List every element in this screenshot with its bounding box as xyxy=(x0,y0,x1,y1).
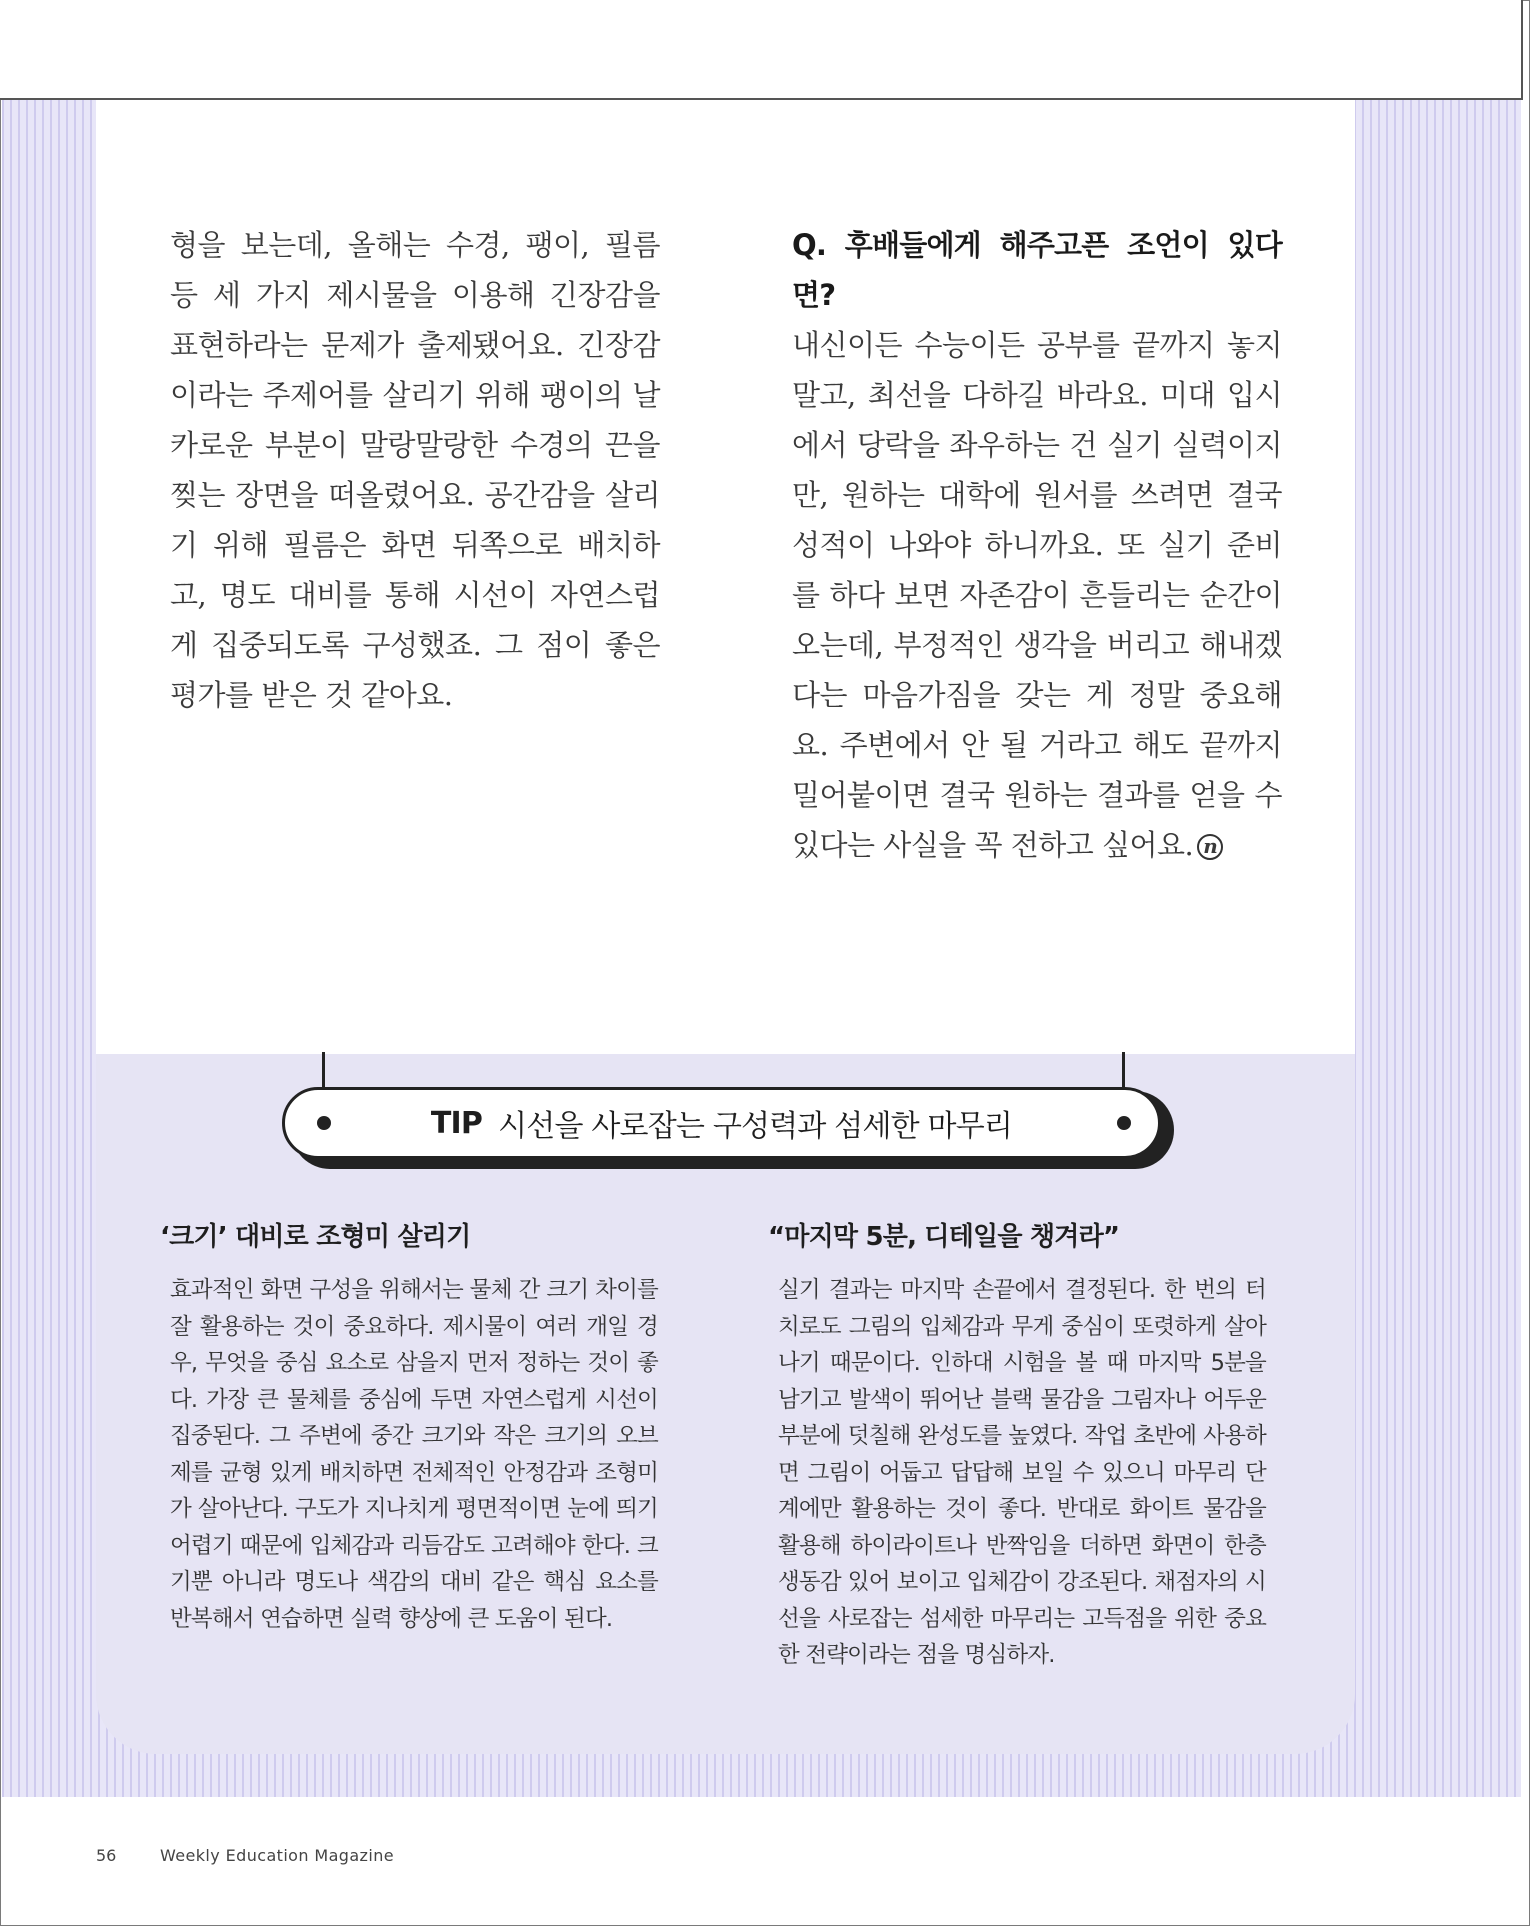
end-mark-icon: n xyxy=(1197,834,1223,860)
tip-left-body: 효과적인 화면 구성을 위해서는 물체 간 크기 차이를 잘 활용하는 것이 중요하다. 제시물이 여러 개일 경우, 무엇을 중심 요소로 삼을지 먼저 정하는 것이 좋다. 가장 큰 물체를 중심에 두면 자연스럽게 시선이 집중된다. 그 주변에 중간 크기와 작은 크기의 오브제를 균형 있게 배치하면 전체적인 안정감과 조형미가 살아난다. 구도가 지나치게 평면적이면 눈에 띄기 어렵기 때문에 입체감과 리듬감도 고려해야 한다. 크기뿐 아니라 명도나 색감의 대비 같은 핵심 요소를 반복해서 연습하면 실력 향상에 큰 도움이 된다. xyxy=(170,1277,658,1632)
top-margin xyxy=(0,0,1523,100)
magazine-name: Weekly Education Magazine xyxy=(160,1846,394,1865)
answer-text: 내신이든 수능이든 공부를 끝까지 놓지 말고, 최선을 다하길 바라요. 미대 입시에서 당락을 좌우하는 건 실기 실력이지만, 원하는 대학에 원서를 쓰려면 결국 성적이 나와야 하니까요. 또 실기 준비를 하다 보면 자존감이 흔들리는 순간이 오는데, 부정적인 생각을 버리고 해내겠다는 마음가짐을 갖는 게 정말 중요해요. 주변에서 안 될 거라고 해도 끝까지 밀어붙이면 결국 원하는 결과를 얻을 수 있다는 사실을 꼭 전하고 싶어요. xyxy=(792,328,1282,862)
tip-title: 시선을 사로잡는 구성력과 섬세한 마무리 xyxy=(498,1109,1013,1144)
right-column xyxy=(792,220,1282,870)
banner-dot-left xyxy=(317,1116,331,1130)
answer-paragraph xyxy=(792,320,1282,870)
tip-right-heading: “마지막 5분, 디테일을 챙겨라” xyxy=(768,1222,1120,1252)
tip-label: TIP xyxy=(430,1105,483,1141)
tip-right-body: 실기 결과는 마지막 손끝에서 결정된다. 한 번의 터치로도 그림의 입체감과 무게 중심이 또렷하게 살아나기 때문이다. 인하대 시험을 볼 때 마지막 5분을 남기고 발색이 뛰어난 블랙 물감을 그림자나 어두운 부분에 덧칠해 완성도를 높였다. 작업 초반에 사용하면 그림이 어둡고 답답해 보일 수 있으니 마무리 단계에만 활용하는 것이 좋다. 반대로 화이트 물감을 활용해 하이라이트나 반짝임을 더하면 화면이 한층 생동감 있어 보이고 입체감이 강조된다. 채점자의 시선을 사로잡는 섬세한 마무리는 고득점을 위한 중요한 전략이라는 점을 명심하자. xyxy=(778,1277,1266,1668)
page-number: 56 xyxy=(96,1846,117,1865)
tip-banner xyxy=(282,1087,1161,1159)
banner-dot-right xyxy=(1117,1116,1131,1130)
tip-left-heading: ‘크기’ 대비로 조형미 살리기 xyxy=(160,1222,471,1252)
question-heading: Q. 후배들에게 해주고픈 조언이 있다면? xyxy=(792,228,1282,312)
left-column-paragraph: 형을 보는데, 올해는 수경, 팽이, 필름 등 세 가지 제시물을 이용해 긴장감을 표현하라는 문제가 출제됐어요. 긴장감이라는 주제어를 살리기 위해 팽이의 날카로운 부분이 말랑말랑한 수경의 끈을 찢는 장면을 떠올렸어요. 공간감을 살리기 위해 필름은 화면 뒤쪽으로 배치하고, 명도 대비를 통해 시선이 자연스럽게 집중되도록 구성했죠. 그 점이 좋은 평가를 받은 것 같아요. xyxy=(170,228,660,712)
